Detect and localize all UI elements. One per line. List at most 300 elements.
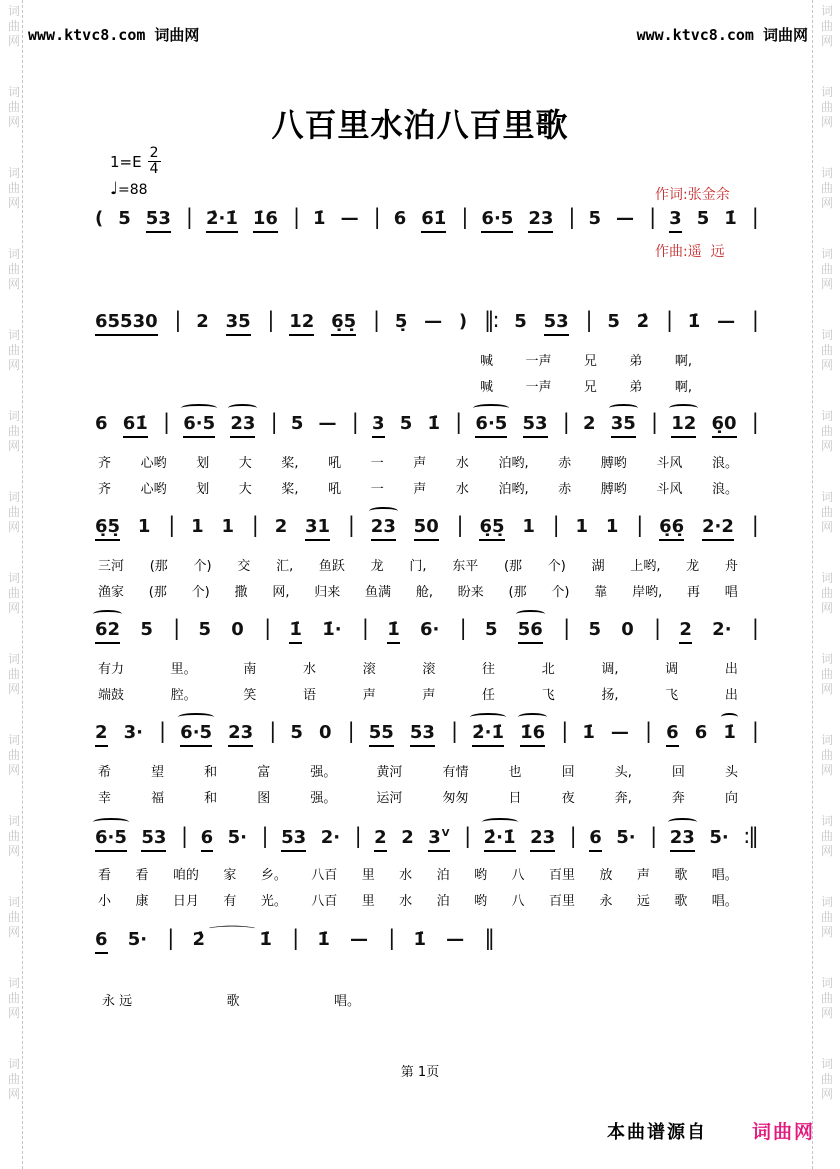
note: 1̇6 bbox=[520, 721, 545, 747]
note: 6̣0 bbox=[712, 412, 737, 438]
lyric-syllable: 哟 bbox=[474, 894, 488, 909]
note: 23 bbox=[528, 207, 553, 233]
watermark-character: 曲 bbox=[820, 262, 833, 276]
lyric-syllable: 和 bbox=[204, 791, 218, 806]
lyric-syllable: 兄 bbox=[583, 380, 597, 395]
lyric-syllable: 水 bbox=[455, 456, 469, 471]
lyric-syllable: 舟 bbox=[724, 559, 738, 574]
watermark-character: 曲 bbox=[7, 343, 20, 357]
note: 0 bbox=[231, 619, 244, 640]
lyric-syllable: 里。 bbox=[170, 662, 197, 677]
note: 2 bbox=[583, 413, 596, 434]
lyric-syllable: 划 bbox=[196, 456, 210, 471]
slur-arc bbox=[470, 713, 506, 721]
barline: | bbox=[251, 513, 257, 537]
slur-arc bbox=[482, 818, 518, 826]
note: 61̇ bbox=[123, 412, 148, 438]
lyric-syllable: 个) bbox=[191, 585, 210, 600]
lyric-syllable: 个) bbox=[551, 585, 570, 600]
lyric-syllable: 里 bbox=[361, 894, 375, 909]
watermark-character: 曲 bbox=[820, 586, 833, 600]
lyric-syllable: 膊哟 bbox=[600, 482, 627, 497]
slur-arc bbox=[369, 507, 398, 515]
lyric-syllable: 咱的 bbox=[172, 868, 199, 883]
watermark-character: 网 bbox=[820, 196, 833, 210]
note: 6·5 bbox=[481, 207, 513, 233]
slur-arc bbox=[181, 404, 217, 412]
lyric-syllable: 头 bbox=[724, 765, 738, 780]
watermark-character: 曲 bbox=[820, 748, 833, 762]
note: 53 bbox=[410, 721, 435, 747]
lyric-syllable: 出 bbox=[724, 688, 738, 703]
lyric-syllable: 划 bbox=[196, 482, 210, 497]
watermark-character: 曲 bbox=[820, 343, 833, 357]
note: 5 bbox=[696, 208, 710, 229]
lyric-syllable: 里 bbox=[361, 868, 375, 883]
watermark-character: 曲 bbox=[7, 19, 20, 33]
lyric-syllable: 龙 bbox=[370, 559, 384, 574]
barline: | bbox=[654, 616, 660, 640]
lyric-syllable: 浪。 bbox=[711, 482, 738, 497]
watermark-character: 词 bbox=[7, 328, 20, 342]
watermark-character: 曲 bbox=[7, 748, 20, 762]
note: 62 bbox=[95, 618, 120, 644]
note: 6·5 bbox=[183, 412, 215, 438]
barline: ‖ bbox=[484, 926, 493, 950]
note: 6̣5̣ bbox=[95, 515, 120, 541]
lyric-syllable: (那 bbox=[508, 585, 527, 600]
note: 6 bbox=[95, 413, 108, 434]
footer-brand[interactable]: 词曲网 bbox=[752, 1121, 816, 1143]
lyric-line bbox=[98, 581, 738, 600]
note: 3· bbox=[123, 722, 143, 743]
lyric-syllable: 日月 bbox=[172, 894, 199, 909]
note: 5 bbox=[198, 619, 211, 640]
barline: | bbox=[292, 205, 299, 229]
slur-arc bbox=[518, 713, 547, 721]
lyric-syllable: 三河 bbox=[98, 559, 125, 574]
note: 5· bbox=[616, 827, 636, 848]
note: 65530 bbox=[95, 310, 158, 336]
note: 2̇ bbox=[192, 929, 206, 950]
barline: | bbox=[563, 616, 569, 640]
slur-arc bbox=[228, 404, 257, 412]
barline: | bbox=[168, 513, 174, 537]
lyric-syllable: 渔家 bbox=[98, 585, 125, 600]
notation-line bbox=[95, 926, 493, 954]
watermark-character: 网 bbox=[7, 358, 20, 372]
note: 35 bbox=[226, 310, 251, 336]
lyric-syllable: 一声 bbox=[525, 380, 552, 395]
notation-line bbox=[95, 822, 757, 850]
notation-line bbox=[95, 616, 757, 644]
lyric-syllable: 光。 bbox=[260, 894, 287, 909]
notation-line bbox=[95, 719, 757, 747]
lyric-syllable: 齐 bbox=[98, 482, 112, 497]
lyric-syllable: 滚 bbox=[362, 662, 376, 677]
watermark-character: 曲 bbox=[820, 1072, 833, 1086]
barline: | bbox=[173, 616, 179, 640]
note: ( bbox=[95, 208, 104, 229]
lyric-syllable: (那 bbox=[503, 559, 523, 574]
lyric-syllable: 心哟 bbox=[140, 482, 167, 497]
note: 2 bbox=[196, 311, 209, 332]
watermark-character: 曲 bbox=[7, 100, 20, 114]
note: — bbox=[350, 929, 369, 950]
lyric-line bbox=[98, 890, 738, 909]
watermark-character: 词 bbox=[7, 490, 20, 504]
lyric-syllable: 声 bbox=[413, 456, 427, 471]
watermark-character: 网 bbox=[7, 682, 20, 696]
watermark-character: 词 bbox=[820, 571, 833, 585]
note: 5· bbox=[127, 929, 148, 950]
lyric-syllable: 一 bbox=[370, 482, 384, 497]
key-signature: 1=E bbox=[110, 152, 142, 171]
watermark-character: 词 bbox=[7, 85, 20, 99]
watermark-character: 曲 bbox=[820, 667, 833, 681]
note: 1̇ bbox=[317, 929, 330, 950]
lyric-line bbox=[98, 684, 738, 703]
lyric-syllable: 八百 bbox=[311, 868, 338, 883]
lyric-syllable: 一声 bbox=[525, 354, 552, 369]
note: 5 bbox=[607, 311, 620, 332]
barline: | bbox=[388, 926, 394, 950]
composer-credit: 作曲:遥 远 bbox=[655, 244, 725, 260]
watermark-character: 词 bbox=[7, 652, 20, 666]
barline: :‖ bbox=[743, 824, 757, 848]
note: 23 bbox=[371, 515, 396, 541]
lyric-syllable: 滚 bbox=[422, 662, 436, 677]
lyric-syllable: 喊 bbox=[480, 380, 494, 395]
lyric-syllable: 湖 bbox=[591, 559, 605, 574]
note: 35 bbox=[611, 412, 636, 438]
lyric-syllable: 龙 bbox=[686, 559, 700, 574]
note: 53 bbox=[544, 310, 569, 336]
note: 6 bbox=[201, 826, 214, 852]
lyric-line bbox=[98, 658, 738, 677]
barline: | bbox=[751, 410, 757, 434]
lyric-syllable: 回 bbox=[671, 765, 685, 780]
lyric-syllable: 浪。 bbox=[711, 456, 738, 471]
note: 6 bbox=[694, 722, 708, 743]
lyric-syllable: 桨, bbox=[281, 482, 299, 497]
note: 23 bbox=[530, 826, 555, 852]
watermark-character: 词 bbox=[7, 895, 20, 909]
watermark-character: 曲 bbox=[7, 829, 20, 843]
note: 2̇ bbox=[636, 311, 650, 332]
note: 23 bbox=[670, 826, 695, 852]
watermark-character: 网 bbox=[820, 1087, 833, 1101]
lyric-syllable: 放 bbox=[599, 868, 613, 883]
barline: | bbox=[372, 308, 379, 332]
slur-arc bbox=[473, 404, 509, 412]
notation-line bbox=[95, 308, 757, 336]
note: 5 bbox=[290, 722, 303, 743]
barline: | bbox=[751, 205, 757, 229]
lyric-syllable: 康 bbox=[135, 894, 149, 909]
watermark-character: 网 bbox=[820, 520, 833, 534]
watermark-character: 曲 bbox=[7, 424, 20, 438]
note: 1̇ bbox=[387, 618, 400, 644]
note: — bbox=[424, 311, 443, 332]
barline: | bbox=[561, 719, 567, 743]
lyric-syllable: 舱, bbox=[415, 585, 433, 600]
lyric-syllable: 弟 bbox=[629, 380, 643, 395]
watermark-character: 曲 bbox=[820, 991, 833, 1005]
watermark-character: 曲 bbox=[7, 991, 20, 1005]
barline: ‖: bbox=[483, 308, 498, 332]
header-site-url-left[interactable]: www.ktvc8.com 词曲网 bbox=[28, 26, 200, 44]
lyric-syllable: 小 bbox=[98, 894, 112, 909]
barline: | bbox=[347, 719, 353, 743]
watermark-character: 曲 bbox=[7, 667, 20, 681]
barline: | bbox=[649, 205, 655, 229]
barline: | bbox=[569, 824, 575, 848]
margin-divider-right bbox=[812, 0, 813, 1169]
note: 1̇ bbox=[413, 929, 426, 950]
watermark-character: 曲 bbox=[7, 181, 20, 195]
lyric-syllable: (那 bbox=[148, 585, 167, 600]
lyric-syllable: 任 bbox=[482, 688, 496, 703]
note: 2 bbox=[374, 826, 387, 852]
note: 2̇·1̇ bbox=[484, 826, 516, 852]
lyric-syllable: 飞 bbox=[665, 688, 679, 703]
lyric-syllable: 夜 bbox=[561, 791, 575, 806]
lyric-syllable: 幸 bbox=[98, 791, 112, 806]
barline: | bbox=[650, 410, 657, 434]
barline: | bbox=[644, 719, 651, 743]
note: 5· bbox=[227, 827, 247, 848]
lyric-syllable: 强。 bbox=[310, 765, 337, 780]
notation-line bbox=[95, 513, 757, 541]
lyric-syllable: 上哟, bbox=[630, 559, 661, 574]
watermark-character: 网 bbox=[7, 925, 20, 939]
watermark-character: 网 bbox=[820, 115, 833, 129]
note: 0 bbox=[621, 619, 634, 640]
barline: | bbox=[270, 410, 276, 434]
watermark-character: 网 bbox=[820, 682, 833, 696]
lyric-syllable: 水 bbox=[303, 662, 317, 677]
note: 5 bbox=[484, 619, 498, 640]
lyric-syllable: 唱。 bbox=[711, 894, 738, 909]
note: 53 bbox=[523, 412, 548, 438]
lyric-line bbox=[98, 864, 738, 883]
watermark-column-left bbox=[4, 4, 24, 1138]
lyric-syllable: 鱼跃 bbox=[318, 559, 345, 574]
watermark-character: 网 bbox=[820, 763, 833, 777]
lyric-syllable: 网, bbox=[272, 585, 290, 600]
lyric-syllable: 交 bbox=[237, 559, 251, 574]
note: 2 bbox=[274, 516, 288, 537]
lyric-syllable: 大 bbox=[238, 482, 252, 497]
lyric-syllable: 泊哟, bbox=[498, 456, 529, 471]
lyric-line bbox=[98, 761, 738, 780]
lyric-syllable: 歌 bbox=[226, 994, 240, 1009]
lyric-syllable: 奔 bbox=[671, 791, 685, 806]
barline: | bbox=[459, 616, 465, 640]
lyric-syllable: 头, bbox=[614, 765, 632, 780]
breath-mark: V bbox=[441, 828, 450, 839]
watermark-character: 词 bbox=[7, 733, 20, 747]
lyric-syllable: 有力 bbox=[98, 662, 125, 677]
note: 6·5 bbox=[180, 721, 212, 747]
note: 1̇ bbox=[687, 311, 701, 332]
watermark-character: 网 bbox=[820, 277, 833, 291]
watermark-character: 词 bbox=[7, 814, 20, 828]
watermark-character: 词 bbox=[820, 166, 833, 180]
note: 5 bbox=[290, 413, 304, 434]
lyric-syllable: 出 bbox=[724, 662, 738, 677]
note: 53 bbox=[141, 826, 166, 852]
slur-arc bbox=[721, 713, 738, 721]
watermark-character: 网 bbox=[7, 439, 20, 453]
lyric-syllable: 远 bbox=[636, 894, 650, 909]
watermark-character: 曲 bbox=[7, 262, 20, 276]
barline: | bbox=[185, 205, 191, 229]
slur-arc bbox=[609, 404, 638, 412]
barline: | bbox=[464, 824, 470, 848]
barline: | bbox=[456, 513, 462, 537]
lyric-syllable: 哟 bbox=[474, 868, 488, 883]
lyric-syllable: 吼 bbox=[328, 456, 342, 471]
barline: | bbox=[455, 410, 461, 434]
watermark-character: 词 bbox=[820, 733, 833, 747]
lyric-syllable: 心哟 bbox=[140, 456, 167, 471]
barline: | bbox=[180, 824, 187, 848]
lyric-syllable: 向 bbox=[724, 791, 738, 806]
lyric-syllable: 斗风 bbox=[656, 482, 683, 497]
lyric-syllable: 百里 bbox=[548, 868, 575, 883]
note: 1 bbox=[605, 516, 619, 537]
watermark-character: 词 bbox=[7, 166, 20, 180]
watermark-character: 词 bbox=[7, 4, 20, 18]
note: 5̣ bbox=[394, 311, 408, 332]
lyric-syllable: 语 bbox=[303, 688, 317, 703]
note: 23 bbox=[230, 412, 255, 438]
note: 6̣5̣ bbox=[331, 310, 356, 336]
lyric-syllable: 看 bbox=[135, 868, 149, 883]
note: 1̇· bbox=[322, 619, 342, 640]
note: 6 bbox=[393, 208, 407, 229]
lyric-syllable: 东平 bbox=[452, 559, 479, 574]
lyric-syllable: 声 bbox=[636, 868, 650, 883]
lyric-syllable: 泊 bbox=[436, 868, 450, 883]
note: 1̇ bbox=[582, 722, 595, 743]
watermark-character: 词 bbox=[820, 814, 833, 828]
lyric-syllable: 归来 bbox=[314, 585, 341, 600]
note: 1̇ bbox=[313, 208, 326, 229]
lyric-line bbox=[98, 478, 738, 497]
watermark-character: 曲 bbox=[7, 910, 20, 924]
note: 5 bbox=[588, 619, 601, 640]
lyric-syllable: 门, bbox=[409, 559, 427, 574]
note: 1̇ bbox=[259, 929, 272, 950]
note: — bbox=[446, 929, 465, 950]
note: 5 bbox=[588, 208, 602, 229]
note: — bbox=[610, 722, 629, 743]
note: 2· bbox=[712, 619, 732, 640]
barline: | bbox=[562, 410, 568, 434]
lyric-syllable: 兄 bbox=[583, 354, 597, 369]
note: 1̇ bbox=[723, 721, 736, 745]
watermark-character: 词 bbox=[7, 1057, 20, 1071]
lyric-syllable: 一 bbox=[370, 456, 384, 471]
lyric-syllable: 水 bbox=[455, 482, 469, 497]
note: 1 bbox=[575, 516, 589, 537]
watermark-character: 曲 bbox=[7, 505, 20, 519]
quarter-note-icon: ♩ bbox=[110, 179, 119, 199]
note: 3 bbox=[372, 412, 385, 438]
lyric-syllable: 赤 bbox=[558, 456, 572, 471]
barline: | bbox=[450, 719, 457, 743]
lyric-syllable: 永 远 bbox=[102, 994, 133, 1009]
note: 12 bbox=[289, 310, 314, 336]
watermark-character: 词 bbox=[7, 976, 20, 990]
lyric-syllable: 水 bbox=[399, 868, 413, 883]
watermark-character: 词 bbox=[820, 895, 833, 909]
lyric-syllable: 再 bbox=[686, 585, 700, 600]
lyric-syllable: 岸哟, bbox=[632, 585, 663, 600]
note: 50 bbox=[414, 515, 439, 541]
note: 2·2 bbox=[702, 515, 734, 541]
slur-arc bbox=[178, 713, 214, 721]
note: 61̇ bbox=[421, 207, 446, 233]
barline: | bbox=[461, 205, 467, 229]
slur-arc bbox=[93, 610, 122, 618]
watermark-character: 网 bbox=[7, 601, 20, 615]
watermark-character: 网 bbox=[820, 925, 833, 939]
song-title: 八百里水泊八百里歌 bbox=[271, 107, 569, 143]
lyric-syllable: 永 bbox=[599, 894, 613, 909]
note: 1̇ bbox=[724, 208, 737, 229]
tie-arc: ⌒ bbox=[208, 926, 257, 942]
lyric-syllable: 望 bbox=[151, 765, 165, 780]
lyric-syllable: 汇, bbox=[276, 559, 294, 574]
watermark-character: 词 bbox=[820, 490, 833, 504]
lyric-syllable: 齐 bbox=[98, 456, 112, 471]
lyric-syllable: 家 bbox=[223, 868, 237, 883]
lyric-syllable: 看 bbox=[98, 868, 112, 883]
watermark-character: 网 bbox=[820, 358, 833, 372]
note: 1 bbox=[522, 516, 535, 537]
lyric-syllable: 南 bbox=[243, 662, 257, 677]
slur-arc bbox=[516, 610, 545, 618]
lyric-syllable: 希 bbox=[98, 765, 112, 780]
watermark-character: 词 bbox=[820, 652, 833, 666]
lyric-syllable: 啊, bbox=[674, 354, 692, 369]
lyric-syllable: 撒 bbox=[234, 585, 248, 600]
lyric-syllable: 图 bbox=[257, 791, 271, 806]
watermark-character: 网 bbox=[7, 520, 20, 534]
note: — bbox=[616, 208, 635, 229]
note: 5· bbox=[709, 827, 729, 848]
lyric-syllable: 泊 bbox=[436, 894, 450, 909]
watermark-character: 词 bbox=[820, 1057, 833, 1071]
barline: | bbox=[159, 719, 165, 743]
watermark-character: 网 bbox=[820, 1006, 833, 1020]
note: 1 bbox=[137, 516, 151, 537]
note: 2̇·1̇ bbox=[472, 721, 504, 747]
header-site-url-right[interactable]: www.ktvc8.com 词曲网 bbox=[636, 26, 808, 44]
lyric-syllable: 北 bbox=[541, 662, 555, 677]
barline: | bbox=[751, 513, 757, 537]
lyric-syllable: 盼来 bbox=[457, 585, 484, 600]
note: 12 bbox=[671, 412, 696, 438]
note: 5 bbox=[399, 413, 413, 434]
lyric-syllable: 靠 bbox=[594, 585, 608, 600]
watermark-character: 词 bbox=[820, 328, 833, 342]
watermark-character: 网 bbox=[7, 763, 20, 777]
